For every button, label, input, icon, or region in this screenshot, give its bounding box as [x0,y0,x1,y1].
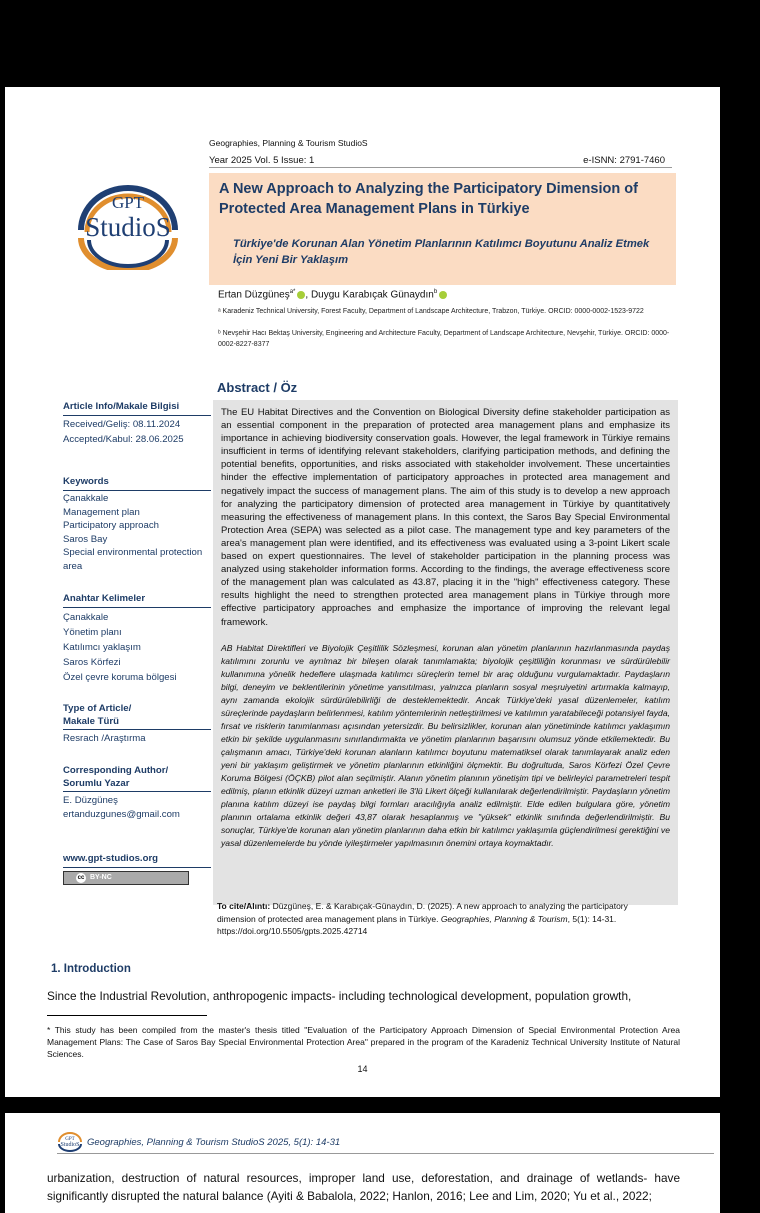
received-date: Received/Geliş: 08.11.2024 [63,419,181,430]
orcid-icon[interactable] [439,291,447,299]
next-page [5,1113,720,1213]
corresponding-name: E. Düzgüneş [63,795,118,806]
article-type-value: Resrach /Araştırma [63,733,146,744]
eissn: e-ISNN: 2791-7460 [583,155,665,166]
author-1: Ertan Düzgüneş [218,289,290,301]
page-number: 14 [357,1064,368,1074]
sidebar-divider [63,490,211,491]
keyword-item: Management plan [63,506,140,518]
anahtar-item: Çanakkale [63,612,109,623]
body-paragraph: Since the Industrial Revolution, anthropogenic impacts- including technological development, population growth, [47,989,632,1003]
logo-top-text: GPT [111,193,145,212]
corresponding-heading: Corresponding Author/ Sorumlu Yazar [63,765,169,789]
article-subtitle: Türkiye'de Korunan Alan Yönetim Planlarının Katılımcı Boyutunu Analiz Etmek İçin Yeni Bir Yaklaşım [233,238,650,266]
anahtar-item: Saros Körfezi [63,657,121,668]
anahtar-item: Yönetim planı [63,627,122,638]
anahtar-item: Katılımcı yaklaşım [63,642,141,653]
title-box [209,173,676,285]
keyword-item: Çanakkale [63,493,109,504]
svg-text:GPT: GPT [65,1137,75,1142]
sidebar-divider [63,729,211,730]
journal-page [5,87,720,1097]
affiliation-b: ᵇ Nevşehir Hacı Bektaş University, Engineering and Architecture Faculty, Department of Landscape Architecture, Nevşehir, Türkiye. ORCID: 0000-0002-8227-8377 [218,330,670,348]
author-1-sup: a* [289,289,296,295]
journal-name: Geographies, Planning & Tourism StudioS [209,138,368,148]
sidebar-divider [63,607,211,608]
sidebar-divider [63,791,211,792]
sidebar-divider [63,415,211,416]
keyword-item: Participatory approach [63,520,159,531]
running-header: Geographies, Planning & Tourism StudioS 2025, 5(1): 14-31 [87,1137,341,1148]
abstract-box [213,400,678,905]
corresponding-email[interactable]: ertanduzgunes@gmail.com [63,809,180,820]
footnote-divider [47,1015,207,1016]
affiliation-a: ᵃ Karadeniz Technical University, Forest Faculty, Department of Landscape Architecture, Trabzon, Türkiye. ORCID: 0000-0002-1523-9722 [218,308,644,315]
abstract-turkish: AB Habitat Direktifleri ve Biyolojik Çeşitlilik Sözleşmesi, korunan alan yönetim planlarının hazırlanmasında paydaş katılımını zorunlu ve ayrılmaz bir bileşen olarak tanımlamakta; biyolojik çeşitliliğin korunması ve sürdürülebilir kullanımına yönelik hedeflere ulaşmada katılımcı süreçlerin temel bir araç olduğunu vurgulamaktadır. Paydaşların bilgi, deneyim ve beklentilerinin yönetime yansıtılması, yalnızca planların sosyal meşruiyetini artırmakla kalmayıp, aynı zamanda ekolojik sürdürülebilirliği de desteklemektedir. Ancak Türkiye'deki yasal düzenlemeler, katılım süreçlerinde paydaşların belirlenmesi, katılım yöntemlerinin netleştirilmesi ve katılımın yaratabileceği potansiyel fayda, fırsat ve risklerin tanımlanması açısından yetersizdir. Bu belirsizlikler, korunan alan yönetiminde katılımcı yaklaşımın etkin bir şekilde uygulanmasını sınırlandırmakta ve yönetim planlarının başarısını olumsuz yönde etkilemektedir. Bu çalışmanın amacı, Türkiye'deki korunan alanların katılımcı boyutunu matematiksel olarak tanımlayarak analiz eden yeni bir yaklaşım geliştirmek ve yönetim planlarının etkinliğini ölçmektir. Bu doğrultuda, Saros Körfezi Özel Çevre Koruma Bölgesi (ÖÇKB) pilot alan seçilmiştir. Alanın yönetim planının yönetişim tipi ve belirleyici parametreleri tespit edilmiş, planın etkinlik düzeyi uzman anketleri ile 3'lü Likert ölçeği kullanılarak değerlendirilmiştir. Paydaşların yönetim planına katılım düzeyi ise paydaş bilgi formları aracılığıyla analiz edilmiştir. Elde edilen bulgulara göre, yönetim planının ortalama etkinlik değeri 43,87 olarak hesaplanmış ve "yüksek" etkinlik sınıfında değerlendirilmiştir. Bu sonuçlar, Türkiye'de korunan alan yönetim planlarının daha etkin bir katılımcı yaklaşımla güçlendirilmesi gerektiğini ve yasal düzenlemelerde bu yönde iyileştirmeler yapılmasının önemini ortaya koymaktadır. [221,643,670,848]
article-type-heading: Type of Article/ Makale Türü [63,703,132,727]
license-badge[interactable]: cc BY-NC [63,871,189,885]
gpt-studios-small-logo [57,1130,83,1152]
section-heading: 1. Introduction [51,963,131,975]
keywords-heading: Keywords [63,476,109,487]
header-divider [57,1153,714,1154]
header-divider [209,167,672,168]
keyword-item: Special environmental protection area [63,547,203,572]
gpt-studios-logo [69,172,187,270]
author-separator: , [305,289,311,301]
logo-bottom-text: StudioS [85,212,171,242]
keyword-list [63,492,213,573]
svg-text:StudioS: StudioS [60,1142,80,1148]
footnote: * This study has been compiled from the master's thesis titled "Evaluation of the Participatory Approach Dimension of Special Environmental Protection Area Management Plans: The Case of Saros Bay Special Environmental Protection Area" prepared in the program of the Karadeniz Technical University Institute of Natural Sciences. [47,1025,680,1059]
cc-icon: cc [77,875,85,881]
sidebar-divider [63,867,211,868]
keyword-item: Saros Bay [63,533,108,545]
citation-journal: Geographies, Planning & Tourism [440,913,568,924]
body-paragraph: urbanization, destruction of natural resources, improper land use, deforestation, and drainage of wetlands- have significantly disrupted the natural balance (Ayiti & Babalola, 2022; Hanlon, 2016; Lee and Lim, 2020; Yu et al., 2022; [47,1171,680,1203]
abstract-english: The EU Habitat Directives and the Convention on Biological Diversity define stakeholder participation as an essential component in the preparation of protected area management plans and emphasize its importance in achieving biodiversity conservation goals. However, the legal framework in Türkiye remains insufficient in terms of identifying relevant stakeholders, clarifying participation methods, and defining the potential benefits, opportunities, and risks associated with stakeholder involvement. These uncertainties hinder the effective implementation of participatory approaches in protected area management and negatively impact the success of management plans. The aim of this study is to develop a new approach for analyzing the participatory dimension of protected area management in Türkiye by quantitatively measuring the effectiveness of management plans. In this context, the Saros Bay Special Environmental Protection Area (SEPA) was selected as a pilot case. The management type and key parameters of the area's management plan were identified, and its effectiveness was evaluated using a 3-point Likert scale based on expert questionnaires. The level of stakeholder participation in the planning process was analyzed using stakeholder information forms. According to the findings, the average effectiveness score of the management plan was calculated as 43.87, placing it in the "high" effectiveness category. These results highlight the need to strengthen protected area management plans in Türkiye through more effective participatory approaches and emphasize the importance of improving the relevant legal framework. [221,407,670,628]
citation-label: To cite/Alıntı: [217,901,271,911]
website-link[interactable]: www.gpt-studios.org [63,853,159,864]
anahtar-heading: Anahtar Kelimeler [63,593,146,604]
author-2: Duygu Karabıçak Günaydın [310,289,434,301]
anahtar-list [63,610,213,685]
accepted-date: Accepted/Kabul: 28.06.2025 [63,434,184,445]
issue-info: Year 2025 Vol. 5 Issue: 1 [209,155,315,166]
citation: To cite/Alıntı: Düzgüneş, E. & Karabıçak-Günaydın, D. (2025). A new approach to analyzing the participatory dimension of protected area management plans in Türkiye. Geographies, Planning & Tourism, 5(1): 14-31. https://doi.org/10.5505/gpts.2025.42714 [217,901,628,936]
article-info-heading: Article Info/Makale Bilgisi [63,401,180,412]
author-2-sup: b [433,289,438,295]
article-title: A New Approach to Analyzing the Participatory Dimension of Protected Area Management Plans in Türkiye [219,181,638,217]
author-line [218,289,447,300]
abstract-heading: Abstract / Öz [217,380,298,395]
anahtar-item: Özel çevre koruma bölgesi [63,672,177,683]
